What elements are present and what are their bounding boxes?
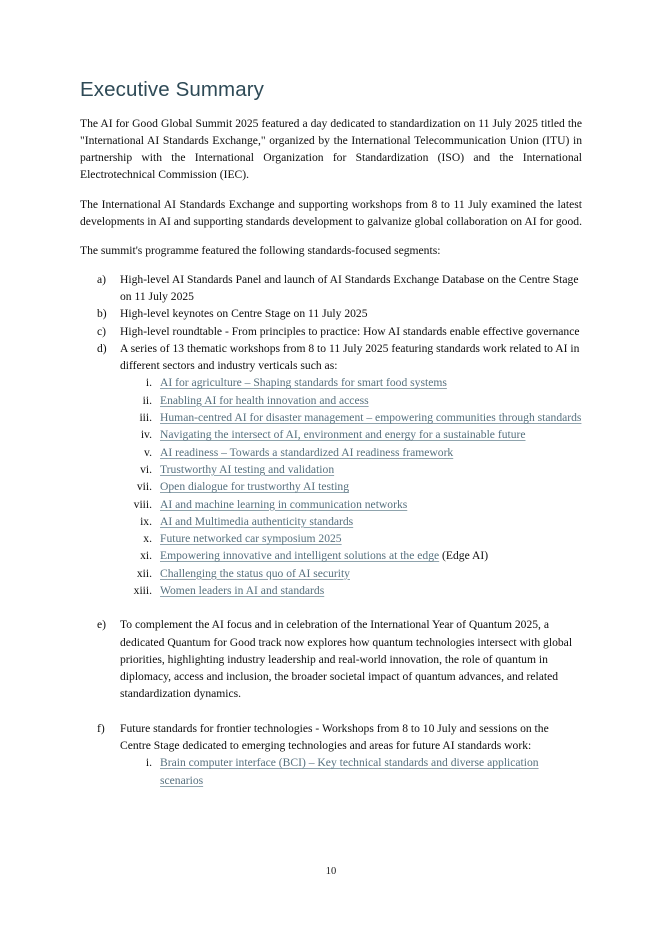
workshop-link[interactable]: Future networked car symposium 2025 xyxy=(160,532,342,546)
list-item xyxy=(120,565,582,582)
roman-marker: xiii. xyxy=(133,583,152,597)
list-item-f xyxy=(80,720,582,789)
list-item xyxy=(120,513,582,530)
list-item xyxy=(120,461,582,478)
intro-paragraph-2: The International AI Standards Exchange and supporting workshops from 8 to 11 July examined the latest developments in AI and supporting standards development to galvanize global collaboration on AI for good. xyxy=(80,197,582,229)
list-marker-c: c) xyxy=(97,324,107,338)
workshop-link[interactable]: Enabling AI for health innovation and access xyxy=(160,393,369,407)
frontier-list xyxy=(120,754,582,789)
list-item-b-text: High-level keynotes on Centre Stage on 11 July 2025 xyxy=(120,307,368,321)
workshops-list xyxy=(120,374,582,599)
list-item xyxy=(120,392,582,409)
workshop-link[interactable]: Empowering innovative and intelligent solutions at the edge xyxy=(160,549,440,563)
list-item xyxy=(120,426,582,443)
workshop-link[interactable]: Trustworthy AI testing and validation xyxy=(160,462,335,476)
workshop-link[interactable]: AI and Multimedia authenticity standards xyxy=(160,514,354,528)
list-marker-e: e) xyxy=(97,618,107,632)
workshop-suffix: (Edge AI) xyxy=(439,549,489,563)
roman-marker: v. xyxy=(144,445,152,459)
workshop-link[interactable]: Human-centred AI for disaster management – empowering communities through standards xyxy=(160,411,582,425)
intro-paragraph-1: The AI for Good Global Summit 2025 featured a day dedicated to standardization on 11 July 2025 titled the "International AI Standards Exchange," organized by the International Telecommunication Union (ITU) in partnership with the International Organization for Standardization (ISO) and the International Electrotechnical Commission (IEC). xyxy=(80,116,582,182)
list-item-d-text: A series of 13 thematic workshops from 8 to 11 July 2025 featuring standards work related to AI in different sectors and industry verticals such as: xyxy=(120,341,580,373)
roman-marker: i. xyxy=(145,376,152,390)
list-item xyxy=(120,374,582,391)
list-item xyxy=(120,547,582,564)
list-item-c-text: High-level roundtable - From principles to practice: How AI standards enable effective governance xyxy=(120,324,580,338)
roman-marker: viii. xyxy=(133,497,152,511)
roman-marker: i. xyxy=(145,756,152,770)
list-item-c xyxy=(80,323,582,340)
roman-marker: iii. xyxy=(139,411,152,425)
list-item-b xyxy=(80,305,582,322)
list-marker-d: d) xyxy=(97,341,107,355)
list-item xyxy=(120,530,582,547)
list-item xyxy=(120,582,582,599)
workshop-link[interactable]: Challenging the status quo of AI security xyxy=(160,566,350,580)
list-item xyxy=(120,754,582,789)
list-item-a xyxy=(80,271,582,306)
page-title: Executive Summary xyxy=(80,78,264,101)
list-marker-f: f) xyxy=(97,721,105,735)
list-item-f-text: Future standards for frontier technologies - Workshops from 8 to 10 July and sessions on the Centre Stage dedicated to emerging technologies and areas for future AI standards work: xyxy=(120,721,549,753)
list-item xyxy=(120,409,582,426)
roman-marker: ii. xyxy=(142,393,152,407)
intro-paragraph-3: The summit's programme featured the following standards-focused segments: xyxy=(80,244,441,258)
workshop-link[interactable]: AI and machine learning in communication networks xyxy=(160,497,408,511)
list-marker-b: b) xyxy=(97,307,107,321)
frontier-link[interactable]: Brain computer interface (BCI) – Key technical standards and diverse application scenarios xyxy=(160,756,539,787)
roman-marker: xii. xyxy=(136,566,152,580)
list-item-d xyxy=(80,340,582,599)
page-number: 10 xyxy=(325,866,337,877)
roman-marker: xi. xyxy=(140,549,152,563)
roman-marker: vi. xyxy=(140,462,152,476)
roman-marker: vii. xyxy=(136,480,152,494)
list-item xyxy=(120,478,582,495)
document-content xyxy=(80,78,582,789)
list-item-e-text: To complement the AI focus and in celebration of the International Year of Quantum 2025, a dedicated Quantum for Good track now explores how quantum technologies intersect with global priorities, highlighting industry leadership and real-world innovation, the role of quantum in diplomacy, access and inclusion, the broader societal impact of quantum advances, and related standardization dynamics. xyxy=(120,618,573,701)
list-item xyxy=(120,444,582,461)
workshop-link[interactable]: Women leaders in AI and standards xyxy=(160,583,325,597)
list-marker-a: a) xyxy=(97,272,107,286)
roman-marker: iv. xyxy=(140,428,152,442)
workshop-link[interactable]: Open dialogue for trustworthy AI testing xyxy=(160,480,350,494)
workshop-link[interactable]: Navigating the intersect of AI, environment and energy for a sustainable future xyxy=(160,428,526,442)
roman-marker: ix. xyxy=(140,514,152,528)
list-item-e xyxy=(80,616,582,702)
list-item-a-text: High-level AI Standards Panel and launch of AI Standards Exchange Database on the Centre Stage on 11 July 2025 xyxy=(120,272,579,303)
list-item xyxy=(120,496,582,513)
workshop-link[interactable]: AI readiness – Towards a standardized AI readiness framework xyxy=(160,445,454,459)
workshop-link[interactable]: AI for agriculture – Shaping standards for smart food systems xyxy=(160,376,447,390)
roman-marker: x. xyxy=(143,532,152,546)
segments-list xyxy=(80,271,582,789)
